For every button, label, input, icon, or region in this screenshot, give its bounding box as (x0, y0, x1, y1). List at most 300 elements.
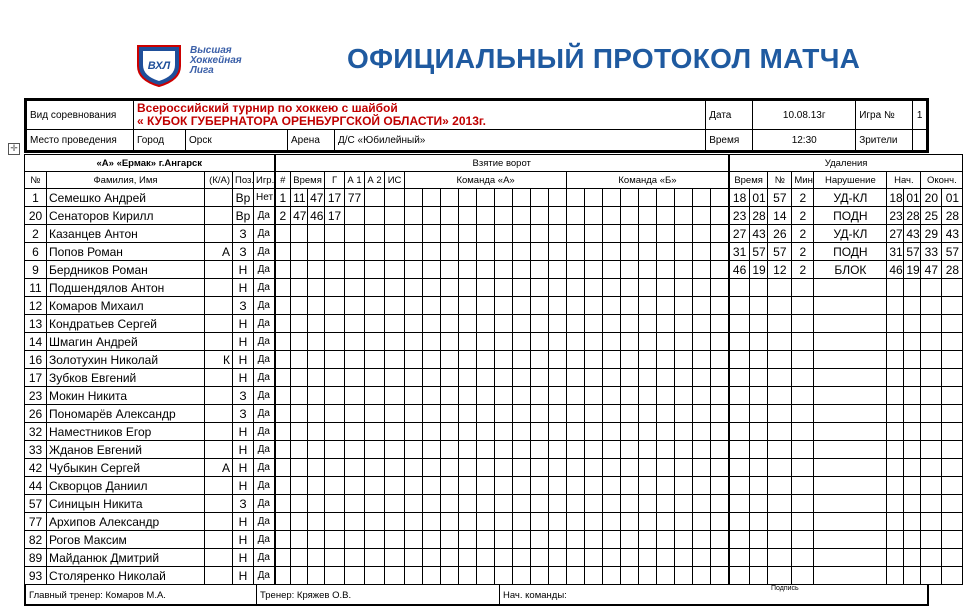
goal-time-min (291, 387, 308, 405)
team-a-cell (531, 243, 549, 261)
player-number: 12 (25, 297, 47, 315)
goal-number (275, 261, 291, 279)
penalty-player (768, 351, 792, 369)
team-b-cell (693, 423, 711, 441)
player-played: Да (254, 549, 275, 567)
team-b-cell (585, 315, 603, 333)
goal-situation (385, 441, 405, 459)
team-b-cell (621, 207, 639, 225)
team-b-cell (603, 495, 621, 513)
goal-scorer: 17 (325, 207, 345, 225)
goal-time-sec (308, 477, 325, 495)
team-b-cell (603, 225, 621, 243)
team-a-cell (549, 189, 567, 207)
player-number: 57 (25, 495, 47, 513)
team-a-cell (441, 405, 459, 423)
goal-time-sec (308, 315, 325, 333)
city-value: Орск (186, 130, 288, 151)
team-a-cell (531, 405, 549, 423)
goal-situation (385, 189, 405, 207)
player-played: Да (254, 243, 275, 261)
col-pen-num: № (768, 172, 792, 189)
penalty-end-sec (942, 297, 963, 315)
penalty-violation (814, 405, 887, 423)
team-b-cell (639, 405, 657, 423)
goal-time-sec (308, 261, 325, 279)
player-number: 11 (25, 279, 47, 297)
penalty-end-min (921, 459, 942, 477)
goal-assist-2 (365, 495, 385, 513)
team-a-cell (441, 351, 459, 369)
team-a-cell (477, 495, 495, 513)
penalty-violation (814, 459, 887, 477)
goal-assist-2 (365, 423, 385, 441)
team-a-cell (531, 477, 549, 495)
goal-time-min (291, 351, 308, 369)
team-a-cell (549, 261, 567, 279)
penalty-end-min: 33 (921, 243, 942, 261)
player-row (25, 405, 963, 423)
goal-assist-1 (345, 477, 365, 495)
team-a-cell (513, 225, 531, 243)
team-a-cell (513, 477, 531, 495)
team-b-cell (621, 189, 639, 207)
team-b-cell (675, 207, 693, 225)
team-b-cell (567, 279, 585, 297)
team-a-cell (549, 351, 567, 369)
team-a-cell (441, 441, 459, 459)
player-position: Н (233, 261, 254, 279)
player-captain-mark (205, 477, 233, 495)
team-a-cell (531, 423, 549, 441)
team-b-cell (639, 459, 657, 477)
team-a-cell (477, 567, 495, 585)
goal-situation (385, 459, 405, 477)
goal-situation (385, 243, 405, 261)
team-a-cell (423, 243, 441, 261)
player-name: Скворцов Даниил (47, 477, 205, 495)
team-b-cell (711, 351, 729, 369)
team-a-cell (531, 351, 549, 369)
penalty-minutes (792, 333, 814, 351)
player-number: 9 (25, 261, 47, 279)
goal-time-sec (308, 351, 325, 369)
player-captain-mark: А (205, 459, 233, 477)
goal-number (275, 423, 291, 441)
penalty-start-sec (904, 297, 921, 315)
player-number: 33 (25, 441, 47, 459)
move-handle-icon[interactable]: ✛ (8, 143, 20, 155)
team-a-cell (459, 513, 477, 531)
grid-header-row-2 (25, 172, 963, 189)
penalty-time-min: 46 (729, 261, 750, 279)
goal-situation (385, 333, 405, 351)
penalty-end-min (921, 549, 942, 567)
team-a-cell (405, 423, 423, 441)
team-a-cell (423, 279, 441, 297)
goal-time-min (291, 459, 308, 477)
penalty-time-sec: 28 (750, 207, 768, 225)
team-b-cell (621, 459, 639, 477)
team-b-cell (603, 567, 621, 585)
player-row (25, 225, 963, 243)
team-a-cell (531, 495, 549, 513)
team-a-cell (459, 351, 477, 369)
goal-scorer (325, 441, 345, 459)
penalty-minutes (792, 567, 814, 585)
player-number: 2 (25, 225, 47, 243)
player-position: Вр (233, 207, 254, 225)
player-captain-mark (205, 261, 233, 279)
team-a-cell (549, 369, 567, 387)
team-a-cell (423, 459, 441, 477)
team-b-cell (639, 567, 657, 585)
penalty-start-sec (904, 387, 921, 405)
team-b-cell (693, 333, 711, 351)
team-b-cell (657, 549, 675, 567)
goal-assist-1 (345, 405, 365, 423)
team-a-cell (405, 279, 423, 297)
team-chief: Нач. команды: (503, 590, 567, 601)
player-position: Н (233, 531, 254, 549)
team-a-cell (423, 297, 441, 315)
penalty-end-sec (942, 387, 963, 405)
penalty-end-min (921, 477, 942, 495)
goal-assist-2 (365, 513, 385, 531)
penalty-end-sec (942, 441, 963, 459)
team-b-cell (567, 315, 585, 333)
team-b-cell (657, 243, 675, 261)
penalty-violation (814, 333, 887, 351)
team-a-cell (405, 243, 423, 261)
col-goal-g: Г (325, 172, 345, 189)
player-played: Да (254, 513, 275, 531)
goal-number (275, 225, 291, 243)
team-a-cell (495, 567, 513, 585)
team-a-cell (459, 369, 477, 387)
player-played: Да (254, 423, 275, 441)
team-a-cell (423, 351, 441, 369)
team-b-cell (711, 315, 729, 333)
player-captain-mark (205, 405, 233, 423)
player-position: Н (233, 369, 254, 387)
team-a-cell (477, 189, 495, 207)
team-a-cell (513, 261, 531, 279)
goal-scorer (325, 243, 345, 261)
penalty-start-min (887, 531, 904, 549)
penalty-time-min (729, 405, 750, 423)
team-a-cell (495, 207, 513, 225)
player-row (25, 531, 963, 549)
penalty-start-sec (904, 333, 921, 351)
team-b-cell (657, 351, 675, 369)
penalty-time-sec (750, 531, 768, 549)
goal-time-sec (308, 441, 325, 459)
team-b-cell (621, 513, 639, 531)
team-b-cell (657, 567, 675, 585)
goal-assist-2 (365, 261, 385, 279)
penalty-end-sec (942, 369, 963, 387)
penalty-start-min (887, 477, 904, 495)
team-b-cell (585, 261, 603, 279)
penalty-time-sec (750, 513, 768, 531)
goal-time-sec (308, 279, 325, 297)
goal-assist-1 (345, 369, 365, 387)
team-b-cell (567, 207, 585, 225)
team-b-cell (693, 477, 711, 495)
goal-assist-1 (345, 513, 365, 531)
player-captain-mark (205, 567, 233, 585)
goal-situation (385, 207, 405, 225)
team-b-cell (567, 513, 585, 531)
player-row (25, 441, 963, 459)
penalty-minutes (792, 405, 814, 423)
team-b-cell (711, 531, 729, 549)
penalty-end-min (921, 441, 942, 459)
penalty-player: 26 (768, 225, 792, 243)
penalty-player (768, 297, 792, 315)
team-a-cell (549, 459, 567, 477)
penalty-time-min: 31 (729, 243, 750, 261)
team-a-cell (495, 369, 513, 387)
player-position: З (233, 495, 254, 513)
goal-time-sec (308, 333, 325, 351)
player-position: З (233, 243, 254, 261)
goal-assist-2 (365, 225, 385, 243)
team-a-cell (423, 549, 441, 567)
penalty-start-sec (904, 369, 921, 387)
team-a-cell (549, 441, 567, 459)
goal-scorer (325, 387, 345, 405)
player-captain-mark (205, 441, 233, 459)
penalty-start-sec (904, 477, 921, 495)
goal-situation (385, 225, 405, 243)
team-b-cell (639, 387, 657, 405)
team-b-cell (675, 297, 693, 315)
goal-time-sec: 46 (308, 207, 325, 225)
player-row (25, 459, 963, 477)
penalty-violation: ПОДН (814, 207, 887, 225)
player-played: Да (254, 567, 275, 585)
goal-assist-1 (345, 531, 365, 549)
goal-assist-1 (345, 441, 365, 459)
player-name: Архипов Александр (47, 513, 205, 531)
goal-assist-2 (365, 567, 385, 585)
goal-number (275, 477, 291, 495)
player-row (25, 333, 963, 351)
team-a-cell (549, 333, 567, 351)
team-a-cell (477, 207, 495, 225)
goal-situation (385, 369, 405, 387)
team-b-cell (585, 387, 603, 405)
goal-assist-2 (365, 189, 385, 207)
player-number: 82 (25, 531, 47, 549)
goal-number (275, 351, 291, 369)
player-played: Да (254, 351, 275, 369)
player-played: Да (254, 369, 275, 387)
team-a-cell (513, 351, 531, 369)
goal-scorer (325, 333, 345, 351)
player-name: Бердников Роман (47, 261, 205, 279)
team-b-cell (585, 297, 603, 315)
team-b-cell (711, 441, 729, 459)
penalty-time-min (729, 351, 750, 369)
penalty-time-min (729, 297, 750, 315)
spectators-label: Зрители (856, 130, 913, 151)
goal-time-sec (308, 243, 325, 261)
penalty-time-min (729, 495, 750, 513)
team-b-cell (657, 441, 675, 459)
team-a-cell (459, 189, 477, 207)
logo-mark: ВХЛ (147, 60, 171, 72)
team-b-cell (567, 405, 585, 423)
team-a-cell (531, 549, 549, 567)
player-position: Н (233, 423, 254, 441)
goal-assist-2 (365, 243, 385, 261)
penalty-time-sec: 57 (750, 243, 768, 261)
goal-number (275, 243, 291, 261)
team-a-cell (513, 567, 531, 585)
team-b-cell (585, 513, 603, 531)
penalty-violation (814, 477, 887, 495)
penalty-time-min: 27 (729, 225, 750, 243)
team-a-cell (549, 513, 567, 531)
team-b-cell (639, 495, 657, 513)
player-number: 77 (25, 513, 47, 531)
player-number: 6 (25, 243, 47, 261)
goal-situation (385, 495, 405, 513)
team-b-cell (711, 189, 729, 207)
team-a-cell (477, 549, 495, 567)
penalty-violation (814, 531, 887, 549)
penalty-minutes (792, 387, 814, 405)
penalty-end-min (921, 567, 942, 585)
team-b-cell (657, 261, 675, 279)
team-b-cell (675, 567, 693, 585)
team-a-cell (513, 459, 531, 477)
team-a-cell (405, 531, 423, 549)
penalty-start-min (887, 459, 904, 477)
team-a-cell (495, 549, 513, 567)
penalty-player (768, 459, 792, 477)
date-value: 10.08.13г (753, 101, 856, 130)
team-a-cell (441, 387, 459, 405)
goal-scorer (325, 531, 345, 549)
player-played: Да (254, 225, 275, 243)
goal-number (275, 369, 291, 387)
team-b-cell (621, 279, 639, 297)
player-name: Казанцев Антон (47, 225, 205, 243)
player-row (25, 477, 963, 495)
team-a-cell (549, 405, 567, 423)
penalty-player (768, 567, 792, 585)
team-a-cell (459, 387, 477, 405)
goal-assist-2 (365, 207, 385, 225)
penalty-minutes (792, 477, 814, 495)
team-b-cell (603, 351, 621, 369)
penalty-end-min (921, 387, 942, 405)
player-number: 16 (25, 351, 47, 369)
team-a-cell (549, 315, 567, 333)
player-played: Да (254, 261, 275, 279)
goal-situation (385, 405, 405, 423)
player-position: Н (233, 441, 254, 459)
logo-text: Высшая Хоккейная Лига (190, 45, 242, 76)
team-b-cell (711, 387, 729, 405)
team-b-cell (603, 513, 621, 531)
goal-number (275, 333, 291, 351)
team-a-cell (423, 495, 441, 513)
player-number: 89 (25, 549, 47, 567)
roster-table (24, 154, 963, 585)
team-b-cell (567, 225, 585, 243)
team-a-cell (531, 297, 549, 315)
player-name: Подшендялов Антон (47, 279, 205, 297)
team-a-cell (459, 261, 477, 279)
penalty-minutes (792, 297, 814, 315)
team-a-cell (513, 333, 531, 351)
team-b-cell (675, 333, 693, 351)
competition-value: Всероссийский турнир по хоккею с шайбой « КУБОК ГУБЕРНАТОРА ОРЕНБУРГСКОЙ ОБЛАСТИ» 2013г. (134, 101, 706, 130)
penalty-end-min: 20 (921, 189, 942, 207)
team-b-cell (567, 351, 585, 369)
team-a-cell (405, 405, 423, 423)
penalty-end-sec (942, 279, 963, 297)
team-b-cell (657, 387, 675, 405)
team-a-cell (531, 531, 549, 549)
team-b-cell (675, 279, 693, 297)
team-b-cell (657, 459, 675, 477)
team-a-cell (423, 387, 441, 405)
goal-scorer: 17 (325, 189, 345, 207)
goal-assist-1 (345, 351, 365, 369)
goal-assist-1 (345, 297, 365, 315)
team-a-cell (423, 189, 441, 207)
team-b-cell (711, 549, 729, 567)
team-b-cell (639, 333, 657, 351)
col-played: Игр. (254, 172, 275, 189)
penalty-minutes: 2 (792, 207, 814, 225)
team-b-cell (711, 261, 729, 279)
penalty-time-min: 23 (729, 207, 750, 225)
penalty-start-sec (904, 423, 921, 441)
player-name: Пономарёв Александр (47, 405, 205, 423)
team-b-cell (567, 495, 585, 513)
team-b-cell (585, 189, 603, 207)
penalty-start-min (887, 513, 904, 531)
team-b-cell (711, 405, 729, 423)
team-b-cell (621, 477, 639, 495)
goal-number (275, 459, 291, 477)
player-position: Н (233, 351, 254, 369)
team-b-cell (621, 387, 639, 405)
player-name: Сенаторов Кирилл (47, 207, 205, 225)
goal-scorer (325, 369, 345, 387)
penalty-time-sec (750, 567, 768, 585)
team-b-cell (621, 333, 639, 351)
team-a-cell (513, 243, 531, 261)
team-a-cell (459, 477, 477, 495)
goal-time-min (291, 549, 308, 567)
goal-scorer (325, 261, 345, 279)
team-a-cell (531, 261, 549, 279)
team-a-cell (477, 297, 495, 315)
penalty-time-min (729, 531, 750, 549)
player-row (25, 567, 963, 585)
col-pen-start: Нач. (887, 172, 921, 189)
penalty-violation (814, 387, 887, 405)
goal-situation (385, 315, 405, 333)
